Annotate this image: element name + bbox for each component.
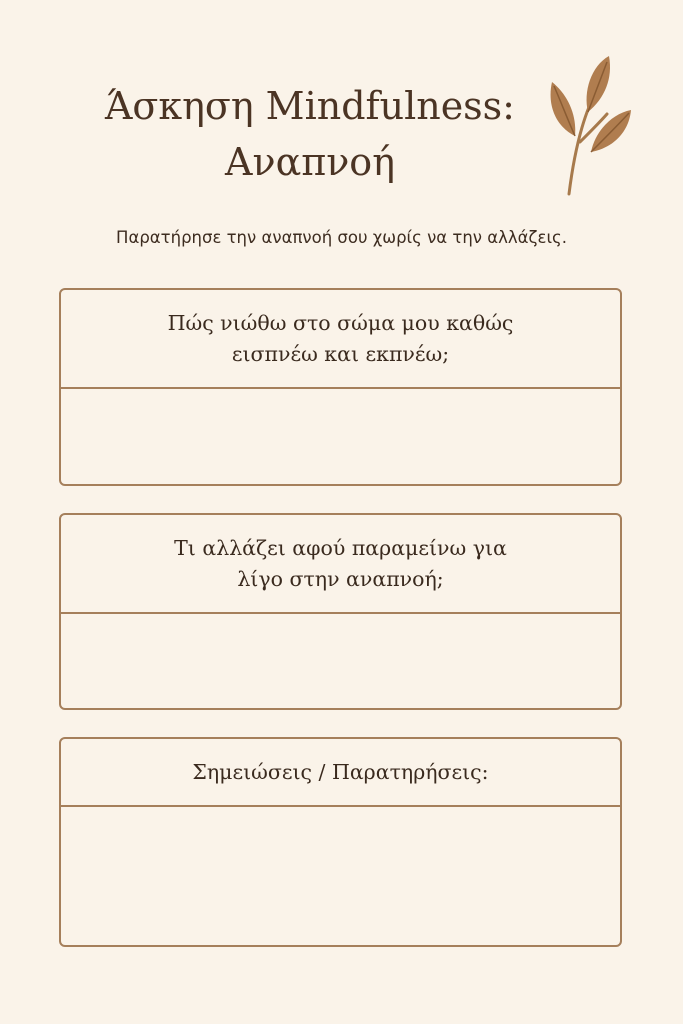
answer-area[interactable] — [61, 389, 620, 484]
prompt-question — [61, 739, 620, 807]
prompt-question — [61, 515, 620, 614]
question-line-1: Τι αλλάζει αφού παραμείνω για — [174, 535, 507, 560]
answer-area[interactable] — [61, 807, 620, 945]
question-line-2: λίγο στην αναπνοή; — [237, 566, 444, 591]
prompt-card-body-feeling — [59, 288, 622, 486]
instruction-text: Παρατήρησε την αναπνοή σου χωρίς να την αλλάζεις. — [116, 228, 567, 247]
prompt-question — [61, 290, 620, 389]
question-line-1: Σημειώσεις / Παρατηρήσεις: — [192, 759, 489, 784]
answer-area[interactable] — [61, 614, 620, 708]
title-line-2: Αναπνοή — [225, 140, 395, 184]
question-line-1: Πώς νιώθω στο σώμα μου καθώς — [167, 310, 514, 335]
page-title — [0, 78, 620, 190]
prompt-card-change — [59, 513, 622, 710]
title-line-1: Άσκηση Mindfulness: — [104, 84, 515, 128]
leaf-branch-icon — [545, 52, 635, 197]
prompt-card-notes — [59, 737, 622, 947]
question-line-2: εισπνέω και εκπνέω; — [231, 341, 450, 366]
